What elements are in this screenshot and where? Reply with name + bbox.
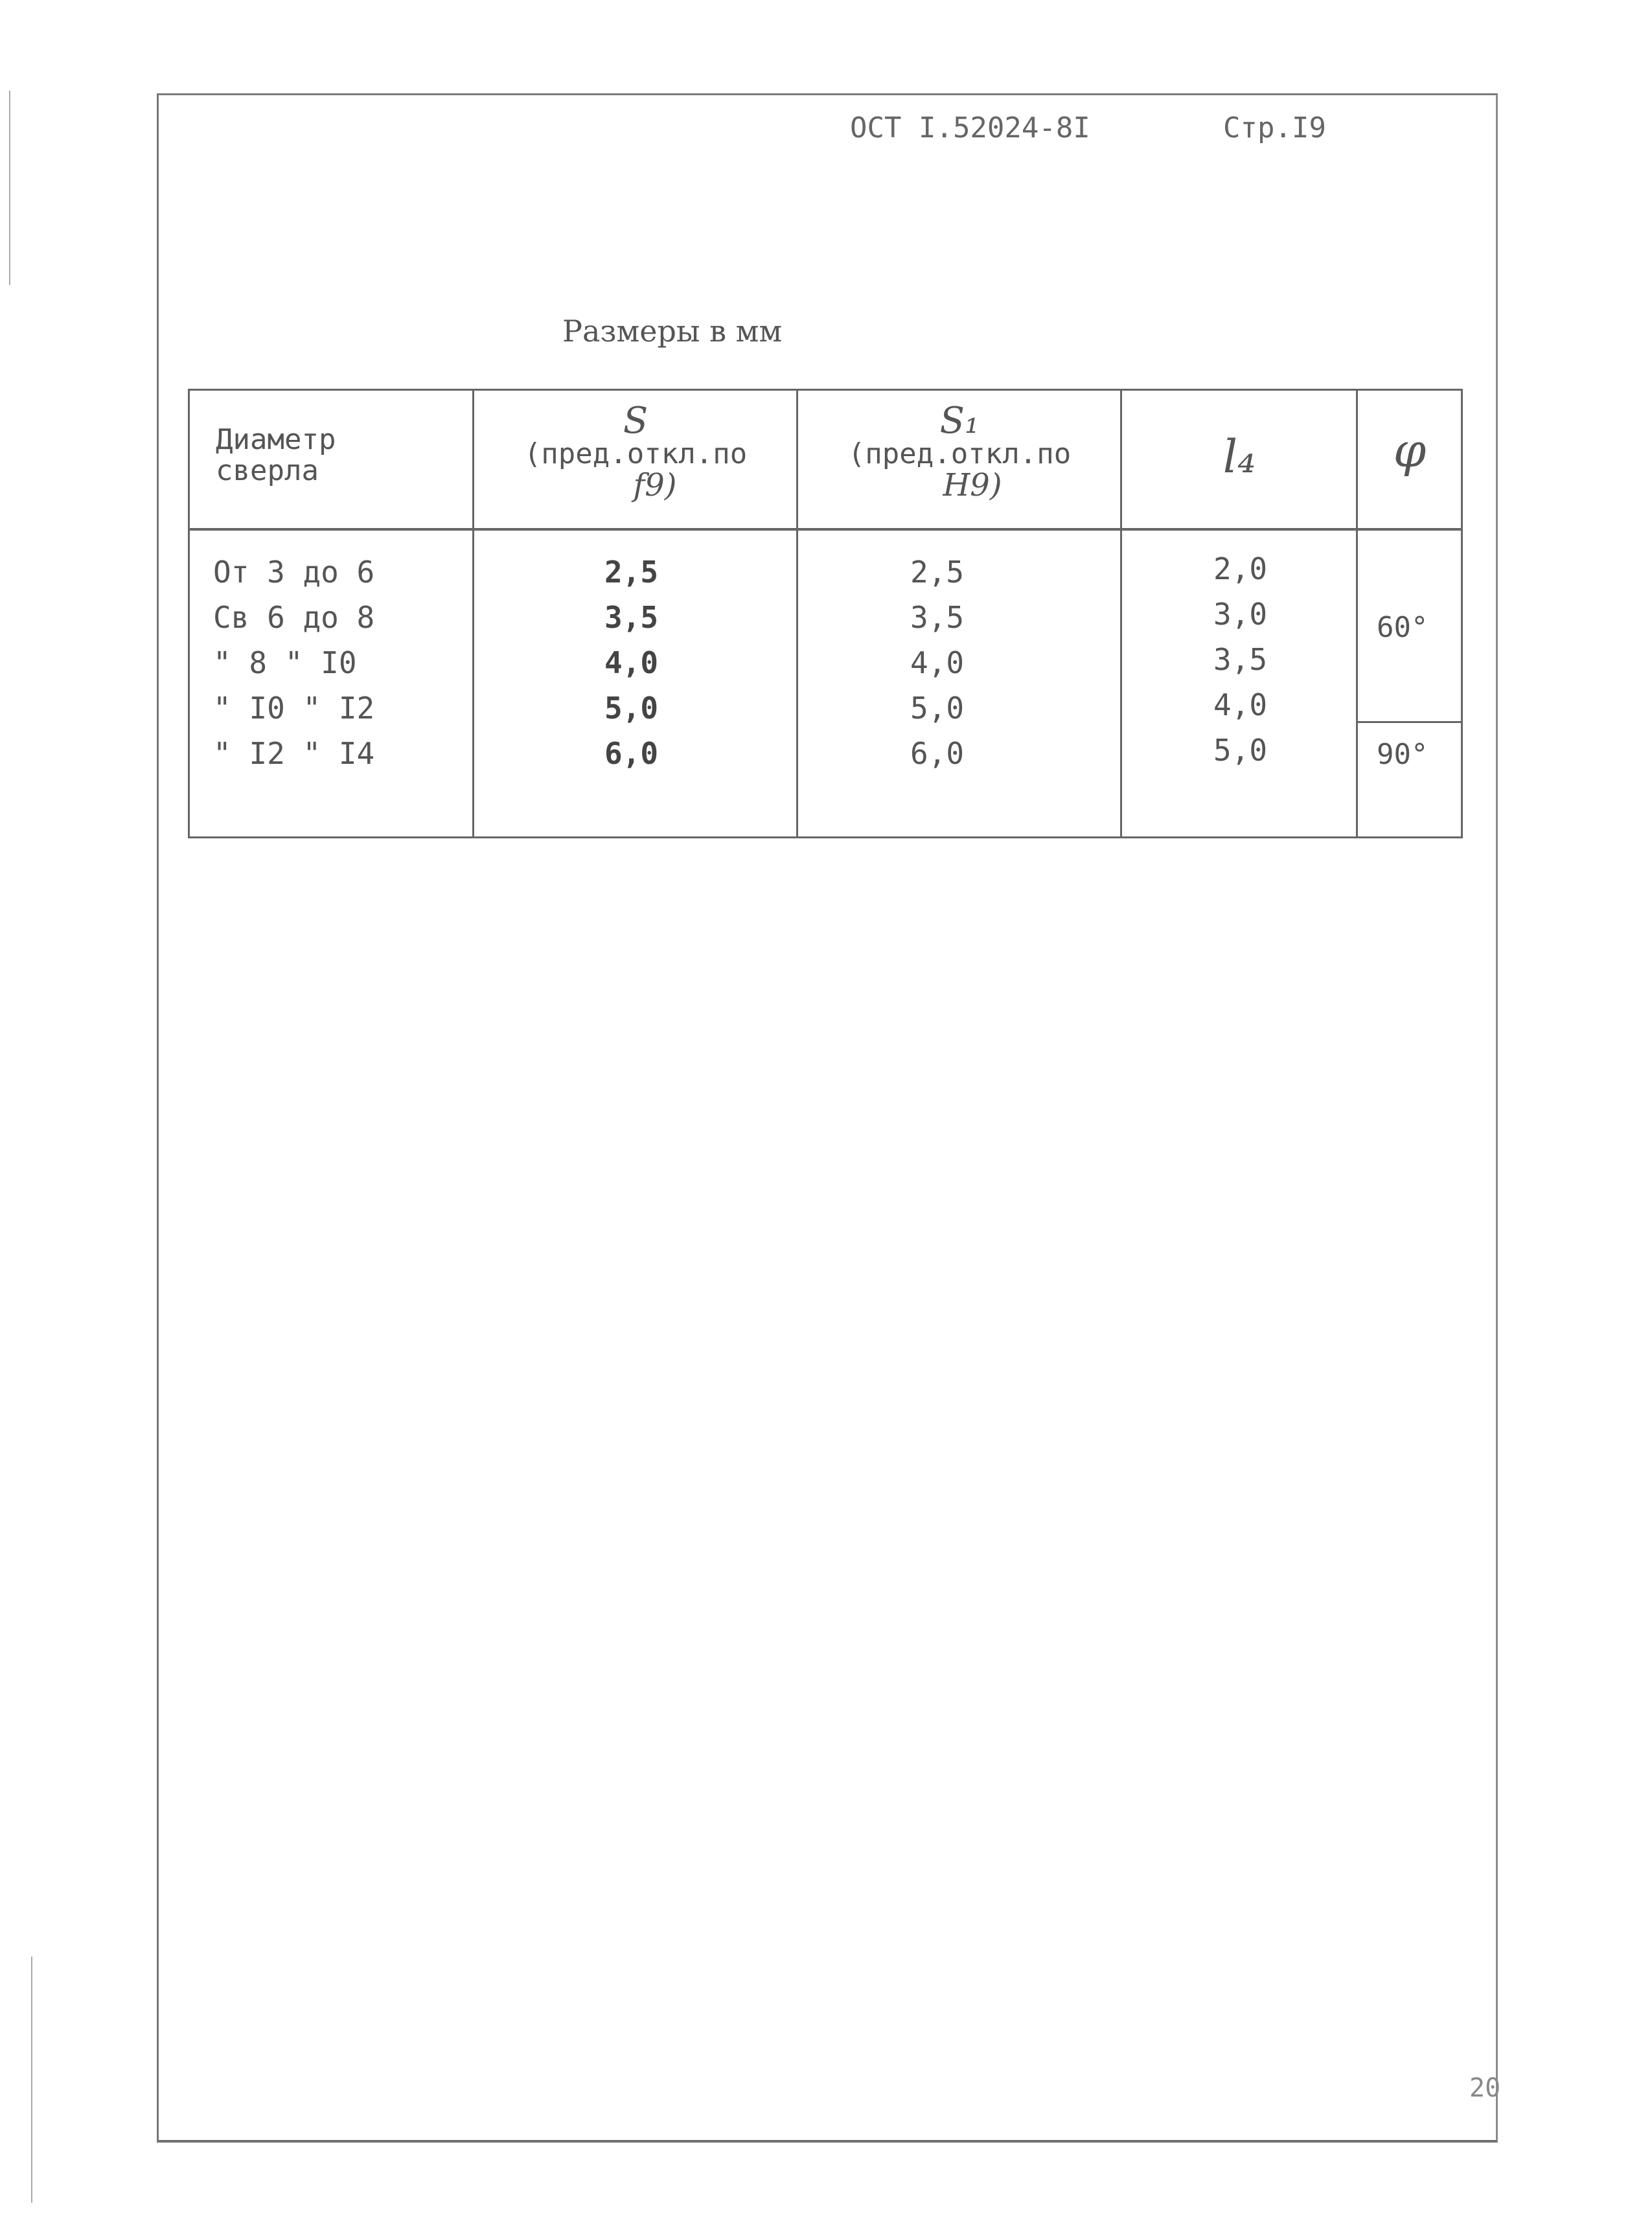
phi-value-90: 90° (1377, 738, 1428, 771)
symbol-s: S (623, 400, 648, 442)
column-divider (472, 391, 474, 836)
diameter-column (213, 549, 374, 776)
table-row-diameter: Св 6 до 8 (213, 600, 375, 635)
table-cell-s1: 6,0 (910, 736, 965, 771)
phi-divider (1356, 721, 1461, 723)
table-row-diameter: От 3 до 6 (213, 555, 375, 590)
column-divider (1356, 391, 1358, 836)
table-cell-l4: 2,0 (1213, 551, 1268, 586)
table-cell-s: 2,5 (604, 555, 659, 590)
s-column (604, 549, 658, 776)
tolerance-label: (пред.откл.по (523, 437, 748, 470)
table-row-diameter: " 8 " I0 (213, 645, 357, 680)
table-row-diameter: " I2 " I4 (213, 736, 375, 771)
header-divider (190, 528, 1461, 531)
table-cell-s: 6,0 (604, 736, 659, 771)
table-cell-s: 4,0 (604, 645, 659, 680)
header-s1 (799, 400, 1120, 503)
standard-number: ОСТ I.52024-8I (850, 111, 1090, 144)
table-cell-l4: 3,5 (1213, 642, 1268, 677)
header-s (475, 400, 796, 503)
page-label: Стр.I9 (1223, 111, 1326, 144)
table-cell-s: 3,5 (604, 600, 659, 635)
page-number: 20 (1469, 2073, 1501, 2103)
l4-column (1213, 546, 1267, 773)
table-cell-l4: 4,0 (1213, 687, 1268, 722)
scan-edge-mark (31, 1957, 32, 2203)
dimensions-table (188, 389, 1463, 838)
table-cell-s1: 2,5 (910, 555, 965, 590)
table-cell-s1: 4,0 (910, 645, 965, 680)
fit-label: f9) (633, 467, 677, 503)
header-phi: φ (1393, 423, 1427, 477)
table-cell-s1: 3,5 (910, 600, 965, 635)
phi-value-60: 60° (1377, 611, 1428, 644)
table-cell-s1: 5,0 (910, 691, 965, 726)
table-row-diameter: " I0 " I2 (213, 691, 375, 726)
s1-column (910, 549, 964, 776)
units-caption: Размеры в мм (562, 314, 783, 349)
symbol-s1: S₁ (939, 400, 980, 442)
header-diameter: Диаметр сверла (216, 423, 336, 487)
table-cell-s: 5,0 (604, 691, 659, 726)
tolerance-label: (пред.откл.по (847, 437, 1072, 470)
column-divider (796, 391, 798, 836)
table-cell-l4: 3,0 (1213, 597, 1268, 632)
header-l4: l₄ (1222, 430, 1256, 483)
fit-label: H9) (943, 467, 1002, 503)
table-cell-l4: 5,0 (1213, 733, 1268, 768)
column-divider (1120, 391, 1122, 836)
scan-edge-mark (9, 91, 10, 285)
